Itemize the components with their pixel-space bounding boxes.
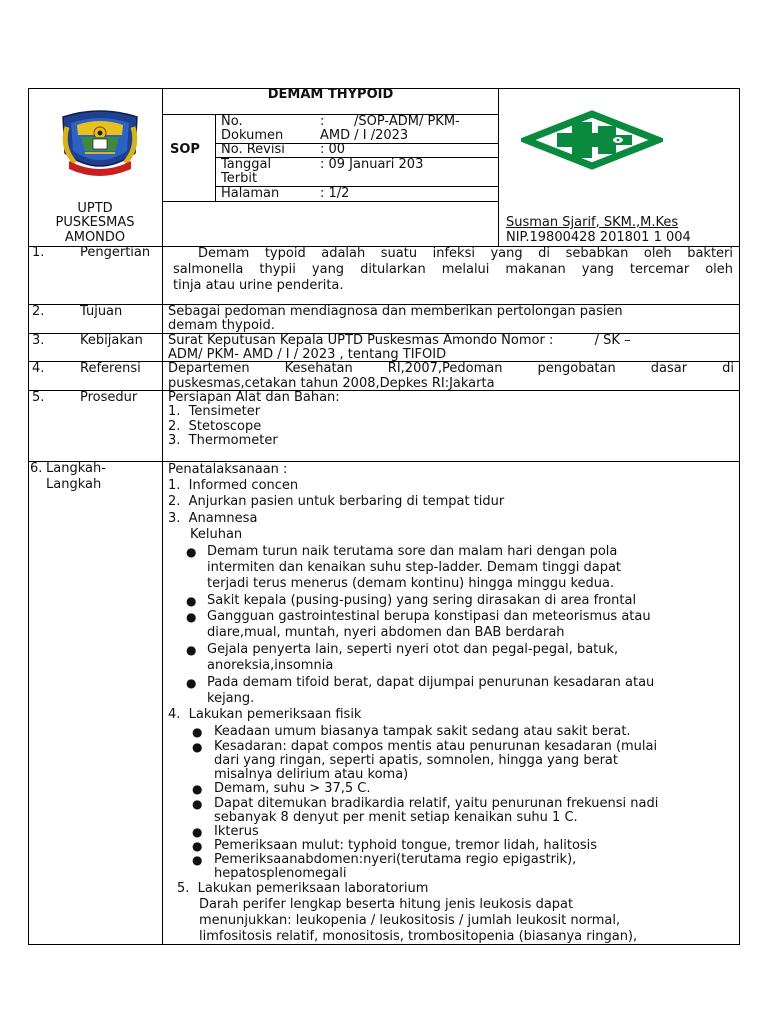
exam-line-6: Dapat ditemukan bradikardia relatif, yaitu penurunan frekuensi nadi [214,796,659,811]
section-4-text-line-2: puskesmas,cetakan tahun 2008,Depkes RI:Jakarta [168,376,495,391]
complaint-line-6: diare,mual, muntah, nyeri abdomen dan BAB berdarah [207,625,565,640]
signer-name: Susman Sjarif, SKM.,M.Kes [506,215,679,230]
section-1-text-line-2: salmonella thypii yang ditularkan melalui makanan yang tercemar oleh [173,262,733,277]
section-5-number: 5. [32,390,45,405]
step-4: 4. Lakukan pemeriksaan fisik [168,707,362,722]
section-1-label: Pengertian [80,245,151,260]
section-3-label: Kebijakan [80,333,143,348]
bullet-icon: ● [186,643,197,657]
regional-emblem-icon [55,107,145,179]
puskesmas-cross-icon [521,110,663,170]
sop-col-divider [215,114,216,202]
doc-number-value-1: /SOP-ADM/ PKM- [354,114,460,129]
section-5-intro: Persiapan Alat dan Bahan: [168,390,340,405]
section-3-text-line-1: Surat Keputusan Kepala UPTD Puskesmas Amondo Nomor : / SK – [168,333,631,348]
exam-line-10: Pemeriksaanabdomen:nyeri(terutama regio epigastrik), [214,852,577,867]
org-name-line-1: UPTD [77,201,113,216]
table-border-bottom [28,944,740,945]
exam-line-3: dari yang ringan, seperti apatis, somnolen, hingga yang berat [214,753,618,768]
section-6-label-2: Langkah [46,477,102,492]
step-3: 3. Anamnesa [168,511,258,526]
section-4-number: 4. [32,361,45,376]
sop-label: SOP [170,142,200,157]
complaint-line-1: Demam turun naik terutama sore dan malam hari dengan pola [207,544,618,559]
complaints-heading: Keluhan [190,527,243,542]
section-6-intro: Penatalaksanaan : [168,462,288,477]
section-6-label-1: Langkah- [46,461,106,476]
revision-label: No. Revisi [221,142,285,157]
step-1: 1. Informed concen [168,478,299,493]
equipment-item-3: 3. Thermometer [168,433,278,448]
exam-line-11: hepatosplenomegali [214,866,347,881]
complaint-line-7: Gejala penyerta lain, seperti nyeri otot dan pegal-pegal, batuk, [207,642,619,657]
row-line-5 [28,461,740,462]
exam-line-8: Ikterus [214,824,259,839]
section-1-number: 1. [32,245,45,260]
bullet-icon: ● [192,797,203,811]
issue-date-value: : 09 Januari 203 [320,157,424,172]
complaint-line-4: Sakit kepala (pusing-pusing) yang sering dirasakan di area frontal [207,593,637,608]
col-divider-left [162,88,163,945]
complaint-line-9: Pada demam tifoid berat, dapat dijumpai penurunan kesadaran atau [207,675,655,690]
revision-value: : 00 [320,142,346,157]
section-1-text-line-3: tinja atau urine penderita. [173,278,344,293]
exam-line-9: Pemeriksaan mulut: typhoid tongue, tremor lidah, halitosis [214,838,598,853]
complaint-line-8: anoreksia,insomnia [207,658,334,673]
exam-line-1: Keadaan umum biasanya tampak sakit sedang atau sakit berat. [214,724,631,739]
complaint-line-3: terjadi terus menerus (demam kontinu) hingga minggu kedua. [207,576,615,591]
bullet-icon: ● [186,545,197,559]
document-title: DEMAM THYPOID [267,87,394,102]
lab-line-3: limfositosis relatif, monositosis, trombositopenia (biasanya ringan), [199,929,638,944]
exam-line-4: misalnya delirium atau koma) [214,767,409,782]
bullet-icon: ● [192,740,203,754]
doc-number-sep: : [320,114,325,129]
section-3-text-line-2: ADM/ PKM- AMD / I / 2023 , tentang TIFOID [168,347,447,362]
issue-date-label-1: Tanggal [221,157,272,172]
page-label: Halaman [221,186,280,201]
signer-nip: NIP.19800428 201801 1 004 [506,230,691,245]
section-2-text-line-2: demam thypoid. [168,318,275,333]
section-2-label: Tujuan [80,304,123,319]
equipment-item-2: 2. Stetoscope [168,419,262,434]
header-bottom-mid [162,201,499,202]
org-name-line-3: AMONDO [64,230,126,245]
equipment-item-1: 1. Tensimeter [168,404,261,419]
section-5-label: Prosedur [80,390,138,405]
section-2-text-line-1: Sebagai pedoman mendiagnosa dan memberikan pertolongan pasien [168,304,623,319]
bullet-icon: ● [186,676,197,690]
col-divider-header-right [498,88,499,246]
bullet-icon: ● [186,594,197,608]
bullet-icon: ● [192,825,203,839]
bullet-icon: ● [192,839,203,853]
section-3-number: 3. [32,333,45,348]
step-5: 5. Lakukan pemeriksaan laboratorium [177,881,429,896]
page-value: : 1/2 [320,186,350,201]
bullet-icon: ● [186,610,197,624]
exam-line-7: sebanyak 8 denyut per menit setiap kenaikan suhu 1 C. [214,810,578,825]
lab-line-2: menunjukkan: leukopenia / leukositosis / jumlah leukosit normal, [199,913,621,928]
complaint-line-10: kejang. [207,691,255,706]
lab-line-1: Darah perifer lengkap beserta hitung jenis leukosis dapat [199,897,574,912]
section-6-number: 6. [30,461,43,476]
section-2-number: 2. [32,304,45,319]
section-4-label: Referensi [80,361,141,376]
bullet-icon: ● [192,725,203,739]
issue-date-label-2: Terbit [221,171,258,186]
bullet-icon: ● [192,782,203,796]
org-name-line-2: PUSKESMAS [55,215,135,230]
doc-number-label-1: No. [221,114,243,129]
doc-number-value-2: AMD / I /2023 [320,128,409,143]
exam-line-2: Kesadaran: dapat compos mentis atau penurunan kesadaran (mulai [214,739,658,754]
exam-line-5: Demam, suhu > 37,5 C. [214,781,371,796]
section-4-text-line-1: Departemen Kesehatan RI,2007,Pedoman pengobatan dasar di [168,361,734,376]
section-1-text-line-1: Demam typoid adalah suatu infeksi yang di sebabkan oleh bakteri [198,246,733,261]
complaint-line-5: Gangguan gastrointestinal berupa konstipasi dan meteorismus atau [207,609,651,624]
bullet-icon: ● [192,853,203,867]
complaint-line-2: intermiten dan kenaikan suhu step-ladder. Demam tinggi dapat [207,560,622,575]
table-border-right [739,88,740,945]
step-2: 2. Anjurkan pasien untuk berbaring di tempat tidur [168,494,505,509]
doc-number-label-2: Dokumen [221,128,284,143]
